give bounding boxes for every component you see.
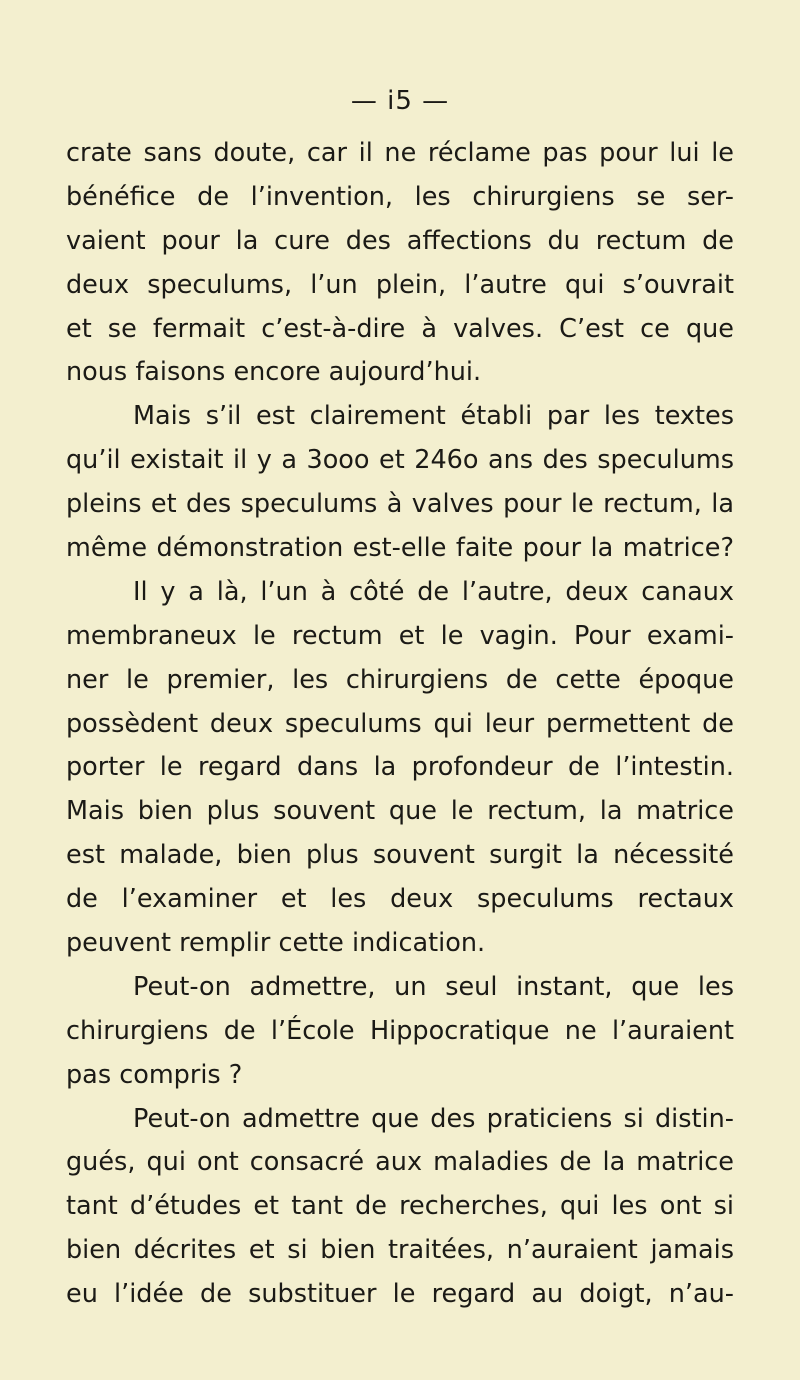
text-line: qu’il existait il y a 3ooo et 246o ans des speculums <box>66 445 734 476</box>
text-line: est malade, bien plus souvent surgit la nécessité <box>66 840 734 871</box>
text-line: Mais bien plus souvent que le rectum, la matrice <box>66 796 734 827</box>
text-line: eu l’idée de substituer le regard au doigt, n’au- <box>66 1279 734 1310</box>
text-line: vaient pour la cure des affections du rectum de <box>66 225 734 256</box>
text-line: Peut-on admettre, un seul instant, que les <box>133 971 734 1002</box>
text-line: tant d’études et tant de recherches, qui les ont si <box>66 1191 734 1222</box>
text-line: bénéfice de l’invention, les chirurgiens se ser- <box>66 181 734 212</box>
text-line: Il y a là, l’un à côté de l’autre, deux canaux <box>133 576 734 607</box>
body-text <box>66 132 734 1317</box>
text-line: Peut-on admettre que des praticiens si distin- <box>133 1103 734 1134</box>
text-line: membraneux le rectum et le vagin. Pour exami- <box>66 620 734 651</box>
text-line: deux speculums, l’un plein, l’autre qui s’ouvrait <box>66 269 734 300</box>
text-line: bien décrites et si bien traitées, n’auraient jamais <box>66 1235 734 1266</box>
text-line: même démonstration est-elle faite pour la matrice? <box>66 533 734 564</box>
text-line: peuvent remplir cette indication. <box>66 928 486 959</box>
text-line: pas compris ? <box>66 1059 243 1090</box>
text-line: porter le regard dans la profondeur de l’intestin. <box>66 752 734 783</box>
page-number: — i5 — <box>350 86 450 116</box>
text-line: de l’examiner et les deux speculums rectaux <box>66 884 734 915</box>
text-line: Mais s’il est clairement établi par les textes <box>133 401 734 432</box>
text-line: pleins et des speculums à valves pour le rectum, la <box>66 489 734 520</box>
text-line: crate sans doute, car il ne réclame pas pour lui le <box>66 138 734 168</box>
text-line: nous faisons encore aujourd’hui. <box>66 357 482 388</box>
text-line: chirurgiens de l’École Hippocratique ne l’auraient <box>66 1015 734 1046</box>
text-line: possèdent deux speculums qui leur permettent de <box>66 708 734 739</box>
text-line: gués, qui ont consacré aux maladies de la matrice <box>66 1147 734 1178</box>
text-line: ner le premier, les chirurgiens de cette époque <box>66 664 734 695</box>
text-line: et se fermait c’est-à-dire à valves. C’est ce que <box>66 313 734 344</box>
